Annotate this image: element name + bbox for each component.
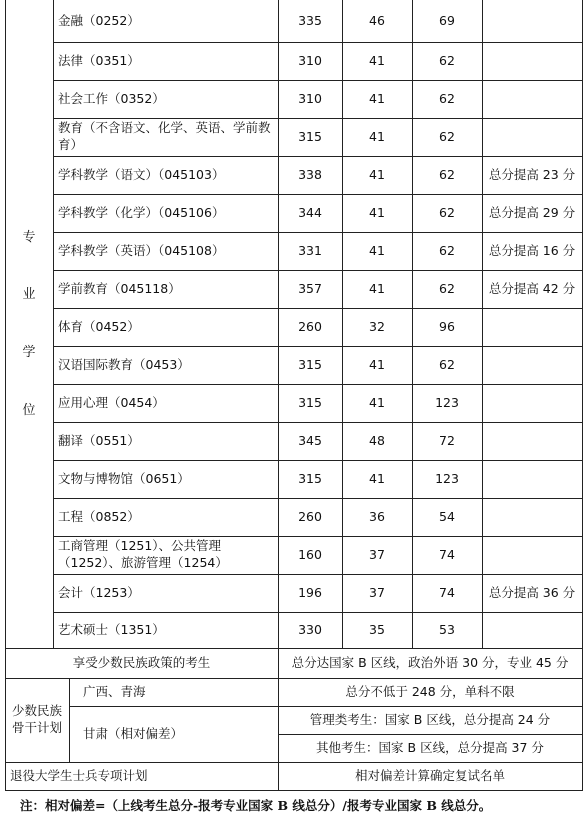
major-name: 金融（0252）	[58, 12, 140, 28]
single-score-100: 41	[369, 470, 385, 486]
remark	[482, 422, 582, 460]
major-name: 法律（0351）	[58, 52, 140, 68]
single-score-100: 41	[369, 394, 385, 410]
single-score-100: 41	[369, 166, 385, 182]
single-score-100: 32	[369, 318, 385, 334]
veteran-plan-label: 退役大学生士兵专项计划	[10, 767, 148, 783]
total-score: 160	[298, 546, 322, 562]
single-score-100: 41	[369, 356, 385, 372]
single-score-150: 62	[439, 242, 455, 258]
single-score-100: 41	[369, 128, 385, 144]
single-score-150: 96	[439, 318, 455, 334]
guangxi-qinghai-label: 广西、青海	[83, 683, 146, 699]
total-score: 260	[298, 508, 322, 524]
major-name: 社会工作（0352）	[58, 90, 165, 106]
guangxi-qinghai-value: 总分不低于 248 分，单科不限	[345, 683, 515, 699]
major-name: 学科教学（英语）（045108）	[58, 242, 225, 258]
total-score: 315	[298, 356, 322, 372]
category-char: 专	[22, 229, 36, 245]
single-score-150: 62	[439, 128, 455, 144]
single-score-100: 35	[369, 621, 385, 637]
total-score: 331	[298, 242, 322, 258]
remark	[482, 42, 582, 80]
single-score-150: 62	[439, 52, 455, 68]
single-score-100: 37	[369, 546, 385, 562]
remark	[482, 346, 582, 384]
single-score-150: 123	[435, 394, 459, 410]
total-score: 357	[298, 280, 322, 296]
single-score-100: 36	[369, 508, 385, 524]
backbone-plan-label: 少数民族骨干计划	[11, 703, 62, 735]
remark	[482, 498, 582, 536]
single-score-100: 37	[369, 584, 385, 600]
category-char: 位	[22, 402, 36, 418]
single-score-150: 62	[439, 204, 455, 220]
total-score: 196	[298, 584, 322, 600]
remark	[482, 612, 582, 648]
single-score-150: 62	[439, 356, 455, 372]
minority-policy-label: 享受少数民族政策的考生	[72, 654, 211, 670]
gansu-others-rule: 其他考生：国家 B 区线，总分提高 37 分	[316, 739, 544, 755]
major-name: 工程（0852）	[58, 508, 140, 524]
single-score-100: 46	[369, 12, 385, 28]
total-score: 315	[298, 128, 322, 144]
major-name: 学科教学（化学）（045106）	[58, 204, 225, 220]
total-score: 315	[298, 394, 322, 410]
remark	[482, 308, 582, 346]
single-score-150: 72	[439, 432, 455, 448]
remark	[482, 460, 582, 498]
single-score-150: 54	[439, 508, 455, 524]
major-name: 工商管理（1251）、公共管理（1252）、旅游管理（1254）	[58, 538, 228, 570]
footnote: 注：相对偏差=（上线考生总分-报考专业国家 B 线总分）/报考专业国家 B 线总分。	[20, 798, 492, 813]
remark	[482, 118, 582, 156]
remark: 总分提高 36 分	[488, 584, 576, 600]
single-score-100: 41	[369, 204, 385, 220]
remark: 总分提高 23 分	[488, 166, 576, 182]
category-char: 学	[22, 345, 36, 360]
major-name: 艺术硕士（1351）	[58, 621, 165, 637]
major-name: 应用心理（0454）	[58, 394, 165, 410]
total-score: 260	[298, 318, 322, 334]
single-score-100: 41	[369, 52, 385, 68]
major-name: 学前教育（045118）	[58, 280, 181, 296]
single-score-150: 53	[439, 621, 455, 637]
category-char: 业	[22, 287, 36, 303]
gansu-management-rule: 管理类考生：国家 B 区线，总分提高 24 分	[309, 711, 551, 727]
major-name: 体育（0452）	[58, 318, 140, 334]
single-score-150: 62	[439, 166, 455, 182]
minority-policy-value: 总分达国家 B 区线，政治外语 30 分，专业 45 分	[291, 654, 569, 670]
single-score-100: 41	[369, 242, 385, 258]
single-score-150: 62	[439, 280, 455, 296]
major-name: 汉语国际教育（0453）	[58, 356, 190, 372]
single-score-150: 62	[439, 90, 455, 106]
total-score: 330	[298, 621, 322, 637]
major-name: 学科教学（语文）（045103）	[58, 166, 225, 182]
major-name: 教育（不含语文、化学、英语、学前教育）	[58, 120, 271, 152]
remark	[482, 384, 582, 422]
total-score: 310	[298, 90, 322, 106]
total-score: 345	[298, 432, 322, 448]
remark	[482, 0, 582, 42]
single-score-100: 41	[369, 90, 385, 106]
remark: 总分提高 16 分	[488, 242, 576, 258]
single-score-100: 48	[369, 432, 385, 448]
gansu-label: 甘肃（相对偏差）	[83, 725, 184, 741]
remark	[482, 80, 582, 118]
category-cell	[5, 0, 53, 648]
single-score-150: 74	[439, 546, 455, 562]
remark: 总分提高 29 分	[488, 204, 576, 220]
single-score-150: 69	[439, 12, 455, 28]
major-name: 会计（1253）	[58, 584, 140, 600]
single-score-100: 41	[369, 280, 385, 296]
single-score-150: 123	[435, 470, 459, 486]
remark	[482, 536, 582, 574]
total-score: 310	[298, 52, 322, 68]
veteran-plan-value: 相对偏差计算确定复试名单	[354, 767, 505, 783]
remark: 总分提高 42 分	[488, 280, 576, 296]
major-name: 文物与博物馆（0651）	[58, 470, 190, 486]
total-score: 338	[298, 166, 322, 182]
single-score-150: 74	[439, 584, 455, 600]
total-score: 344	[298, 204, 322, 220]
total-score: 335	[298, 12, 322, 28]
major-name: 翻译（0551）	[58, 432, 140, 448]
total-score: 315	[298, 470, 322, 486]
